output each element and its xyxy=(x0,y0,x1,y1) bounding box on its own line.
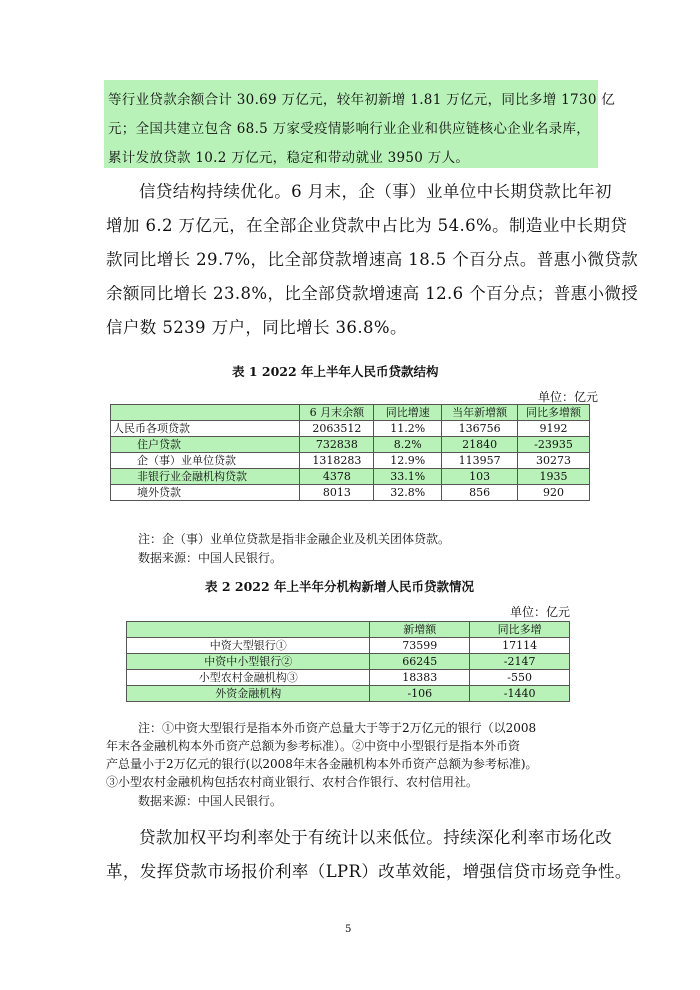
table1-header-row xyxy=(111,405,590,421)
table-row xyxy=(127,670,570,686)
table-row xyxy=(111,437,590,453)
table-cell: 136756 xyxy=(442,421,518,437)
paragraph1-line-5: 信户数 5239 万户，同比增长 36.8%。 xyxy=(106,318,407,337)
table2-note-line-4: ③小型农村金融机构包括农村商业银行、农村合作银行、农村信用社。 xyxy=(106,775,479,789)
row-label: 外资金融机构 xyxy=(127,686,370,702)
highlight-line-2: 元；全国共建立包含 68.5 万家受疫情影响行业企业和供应链核心企业名录库， xyxy=(108,121,591,137)
table2-caption: 表 2 2022 年上半年分机构新增人民币贷款情况 xyxy=(205,579,475,594)
table-cell: -2147 xyxy=(470,654,570,670)
paragraph2-line-2: 革，发挥贷款市场报价利率（LPR）改革效能，增强信贷市场竞争性。 xyxy=(106,862,632,881)
table1-note: 注：企（事）业单位贷款是指非金融企业及机关团体贷款。 xyxy=(138,532,451,546)
table-cell: -23935 xyxy=(518,437,590,453)
highlight-line-3: 累计发放贷款 10.2 万亿元，稳定和带动就业 3950 万人。 xyxy=(108,150,470,166)
table2-header-cell: 新增额 xyxy=(370,622,470,638)
table-row xyxy=(127,638,570,654)
table2-source: 数据来源：中国人民银行。 xyxy=(138,794,283,808)
table-cell: 33.1% xyxy=(374,469,442,485)
row-label: 企（事）业单位贷款 xyxy=(111,453,300,469)
table1-caption: 表 1 2022 年上半年人民币贷款结构 xyxy=(232,364,439,379)
row-label: 小型农村金融机构③ xyxy=(127,670,370,686)
table2-note-line-2: 年末各金融机构本外币资产总额为参考标准）。②中资中小型银行是指本外币资 xyxy=(106,739,521,753)
table-cell: -550 xyxy=(470,670,570,686)
table2 xyxy=(126,621,570,702)
table-cell: 17114 xyxy=(470,638,570,654)
table-cell: 21840 xyxy=(442,437,518,453)
paragraph1-line-2: 增加 6.2 万亿元，在全部企业贷款中占比为 54.6%。制造业中长期贷 xyxy=(106,216,628,235)
highlight-line-1: 等行业贷款余额合计 30.69 万亿元，较年初新增 1.81 万亿元，同比多增 1730 亿 xyxy=(108,92,616,108)
table-cell: 12.9% xyxy=(374,453,442,469)
table-cell: 4378 xyxy=(300,469,374,485)
paragraph2-line-1: 贷款加权平均利率处于有统计以来低位。持续深化利率市场化改 xyxy=(139,828,613,847)
table1-unit: 单位：亿元 xyxy=(538,390,599,404)
table-cell: 103 xyxy=(442,469,518,485)
table-cell: 856 xyxy=(442,485,518,501)
row-label: 中资大型银行① xyxy=(127,638,370,654)
table2-note-line-3: 产总量小于2万亿元的银行(以2008年末各金融机构本外币资产总额为参考标准)。 xyxy=(106,757,538,771)
table-cell: 32.8% xyxy=(374,485,442,501)
table-cell: 920 xyxy=(518,485,590,501)
table-row xyxy=(127,686,570,702)
table-cell: 11.2% xyxy=(374,421,442,437)
paragraph1-line-1: 信贷结构持续优化。6 月末，企（事）业单位中长期贷款比年初 xyxy=(139,182,612,201)
table2-header-row xyxy=(127,622,570,638)
row-label: 人民币各项贷款 xyxy=(111,421,300,437)
paragraph1-line-3: 款同比增长 29.7%，比全部贷款增速高 18.5 个百分点。普惠小微贷款 xyxy=(106,250,639,269)
table-cell: 9192 xyxy=(518,421,590,437)
table-cell: 2063512 xyxy=(300,421,374,437)
table-cell: -106 xyxy=(370,686,470,702)
table2-note-line-1: 注：①中资大型银行是指本外币资产总量大于等于2万亿元的银行（以2008 xyxy=(138,721,537,735)
table1-header-cell: 同比增速 xyxy=(374,405,442,421)
table2-unit: 单位：亿元 xyxy=(510,605,571,619)
table-cell: 732838 xyxy=(300,437,374,453)
row-label: 中资中小型银行② xyxy=(127,654,370,670)
table1 xyxy=(110,404,590,501)
table-cell: 73599 xyxy=(370,638,470,654)
table-cell: 8013 xyxy=(300,485,374,501)
table-cell: 18383 xyxy=(370,670,470,686)
table-row xyxy=(111,485,590,501)
table-cell: 1935 xyxy=(518,469,590,485)
paragraph1-line-4: 余额同比增长 23.8%，比全部贷款增速高 12.6 个百分点；普惠小微授 xyxy=(106,284,639,303)
row-label: 住户贷款 xyxy=(111,437,300,453)
table-cell: -1440 xyxy=(470,686,570,702)
table-cell: 66245 xyxy=(370,654,470,670)
table-row xyxy=(111,453,590,469)
table1-source: 数据来源：中国人民银行。 xyxy=(138,551,283,565)
table-row xyxy=(111,421,590,437)
table1-header-cell: 当年新增额 xyxy=(442,405,518,421)
table-cell: 113957 xyxy=(442,453,518,469)
table-cell: 1318283 xyxy=(300,453,374,469)
table2-header-cell: 同比多增 xyxy=(470,622,570,638)
table-cell: 30273 xyxy=(518,453,590,469)
table1-header-cell xyxy=(111,405,300,421)
table1-header-cell: 6 月末余额 xyxy=(300,405,374,421)
table-row xyxy=(111,469,590,485)
table1-header-cell: 同比多增额 xyxy=(518,405,590,421)
row-label: 境外贷款 xyxy=(111,485,300,501)
table-row xyxy=(127,654,570,670)
page-number: 5 xyxy=(345,924,352,935)
table-cell: 8.2% xyxy=(374,437,442,453)
row-label: 非银行业金融机构贷款 xyxy=(111,469,300,485)
table2-header-cell xyxy=(127,622,370,638)
